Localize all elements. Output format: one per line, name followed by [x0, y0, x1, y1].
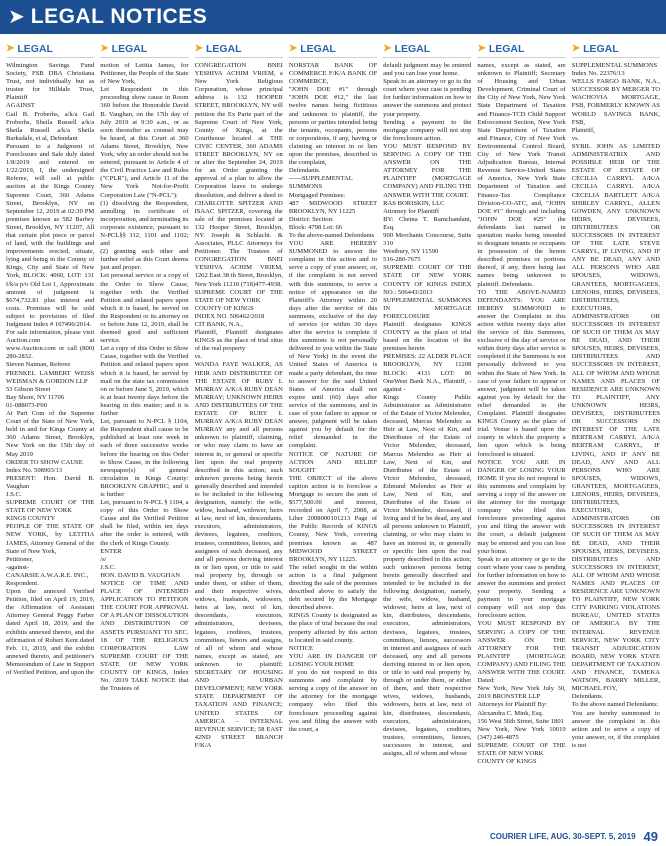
arrow-icon: ➤	[288, 43, 298, 54]
notice-column-3	[195, 40, 283, 820]
notice-column-5	[383, 40, 471, 820]
column-heading: ➤ LEGAL	[195, 40, 283, 58]
notice-column-1	[6, 40, 94, 820]
arrow-icon: ➤	[6, 43, 15, 54]
notice-text: default judgment may be entered and you can lose your home. Speak to an attorney or go to the court where your case is pending for further information on how to answer the summons and protect your property. Sending a payment to the mortgage company will not stop the foreclosure action. YOU MUST RESPOND BY SERVING A COPY OF THE ANSWER ON THE ATTORNEY FOR THE PLAINTIFF (MORTGAGE COMPANY) AND FILING THE ANSWER WITH THE COURT. RAS BORISKIN, LLC Attorney for Plaintiff BY: Chetna T. Ramchandani, Esq. 900 Merchants Concourse, Suite 310 Westbury, NY 11590 516-280-7675 SUPREME COURT OF THE STATE OF NEW YORK COUNTY OF KINGS INDEX NO.: 506443/2013 SUPPLEMENTAL SUMMONS IN MORTGAGE FORECLOSURE Plaintiff designates KINGS COUNTY as the place of trial based on the location of the premises herein PREMISES: 22 ALDER PLACE BROOKLYN, NY 11208 BLOCK: 4131 LOT: 80 OneWest Bank N.A., Plaintiff, - against - Kings County Public Administrator as Administrator of the Estate of Victor Melendez, deceased, Marcus Melendez as Heir at Law, Next of Kin, and Distributee of the Estate of Victor Melendez, deceased, Marcus Melendez as Heir at Law, Next of Kin, and Distributee of the Estate of Victor Melendez, deceased, Edmund Melendez as Heir at Law, Next of Kin, and Distributee of the Estate of Victor Melendez, deceased, if living and if he be dead, any and all persons unknown to Plaintiff, claiming, or who may claim to have an interest in, or generally or specific lien upon the real property described in this action; such unknown persons being herein generally described and intended to be included in the following designation, namely, the wife, widow, husband, widower, heirs at law, next of kin, distributees, descendants, executors, administrators, devisees, legatees, trustees, committees, lienors, successors in interest and assignees of such deceased, any and all persons deriving interest in or lien upon, or title to said real property by, through or under them, or either of them, and their respective wives, widows, husbands, widowers, heirs at law, next of kin, distributees, descendants, executors, administrators, devisees, legatees, creditors, trustees, committees, lienors, successors in interest, and assigns, all of whom and whose	[383, 62, 472, 757]
arrow-icon: ➤	[194, 43, 203, 54]
page-footer	[0, 826, 666, 846]
notice-column-6	[477, 40, 565, 820]
column-heading: ➤ LEGAL	[6, 40, 94, 58]
arrow-icon: ➤	[477, 43, 486, 54]
notice-text: motion of Letitia James, for Petitioner, the People of the State of New York, Let Respondent in this proceeding show cause in Room 369 before the Honorable David B. Vaughan, on the 17th day of July 2019 at 9:30 a.m., or as soon thereafter as counsel may be heard, at this Court at 360 Adams Street, Brooklyn, New York, why an order should not be entered, pursuant to Article 4 of the Civil Practice Law and Rules ("CPLR"), and Article 11 of the New York Not-for-Profit Corporation Law ("N-PCL"): (1) dissolving the Respondent, annulling its certificate of incorporation, and terminating its corporate existence, pursuant to N-PCL§§ 112, 1101 and 1102; and (2) granting such other and further relief as this Court deems just and proper. Let personal service or a copy of the Order to Show Cause, together with the Verified Petition and related papers upon which it is based, be served on the Respondent or its attorney on or before June 12, 2019, shall be deemed good and sufficient service. Let a copy of this Order to Show Cause, together with the Verified Petition and related papers upon which it is based, be served by mail on the state tax commission on or before June 5, 2019, which is at least twenty days before the hearing in this matter; and it is further Let, pursuant to N-PCL § 1104, the Respondent shall cause to be published at least one week in each of three successive weeks before the hearing on this Order to Show Cause, in the following newspaper(s) of general circulation in Kings County: BROOKLYN GRAPHIC; and it is further Let, pursuant to N-PCL § 1104, a copy of this Order to Show Cause and the Verified Petition shall be filed, within ten days after the order is entered, with the clerk of Kings County. ENTER /s/ J.S.C. HON. DAVID B. VAUGHAN NOTICE OF TIME AND PLACE OF INTENDED APPLICATION TO PETITION THE COURT FOR APPROVAL OF A PLAN OF DISSOLUTION AND DISTRIBUTION OF ASSETS PURSUANT TO SEC. 18 OF THE RELIGIOUS CORPORATION LAW SUPREME COURT OF THE STATE OF NEW YORK COUNTY OF KINGS, Index No. /2019 TAKE NOTICE that the Trustees of	[100, 62, 189, 693]
arrow-icon: ➤	[8, 6, 25, 28]
notice-text: Wilmington Savings Fund Society, FSB DBA Christiana Trust, not individually but as trustee for Hilldale Trust, Plaintiff AGAINST Gail B. Froberhs, a/k/a Gail Froberhs, Sheila Russell a/k/a Sheila Russell a/k/a Sheila Barksdale, et al, Defendant Pursuant to a Judgment of Foreclosure and Sale duly dated 1/8/2019 and entered on 1/22/2019, I, the undersigned Referee, will sell at public auction at the Kings County Supreme Court, 360 Adams Street, Brooklyn, NY on September 12, 2019 at 02:30 PM premises known as 582 Barbey Street, Brooklyn, NY 11207, All that certain plot piece or parcel of land, with the buildings and improvements erected, situate, lying and being in the County of Kings, City and State of New York, BLOCK: 4060, LOT: 131 f/k/a p/o Old Lot 1, Approximate amount of judgment is $674,732.81 plus interest and costs. Premises will be sold subject to provisions of filed Judgment Index # 167496/2014. For sale information, please visit Auction.com at www.Auction.com or call (800) 280-2832. Steven Naiman, Referee FRENKEL LAMBERT WEISS WEISMAN & GORDON LLP 53 Gibson Street Bay Shore, NY 11706 01-088073-F00 At Part Com of the Supreme Court of the State of New York, held in and for Kings County at 360 Adams Street, Brooklyn, New York on the 15th day of May 2019 ORDER TO SHOW CAUSE Index No. 508903/13 PRESENT: Hon. David B. Vaughan J.S.C. SUPREME COURT OF THE STATE OF NEW YORK KINGS COUNTY PEOPLE OF THE STATE OF NEW YORK, by LETITIA JAMES, Attorney General of the State of New York, Petitioner, -against- CANARSIE A.W.A.R.E. INC., Respondent. Upon the annexed Verified Petition, filed on April 19, 2019, the Affirmation of Assistant Attorney General Peggy Farber dated April 18, 2019, and the exhibits annexed thereto, and the affirmation of Robert Kent dated Feb. 11, 2019, and the exhibit annexed thereto, and petitioner's Memorandum of Law in Support of Verified Petition, and upon the	[6, 62, 95, 677]
arrow-icon: ➤	[571, 43, 581, 54]
column-heading: ➤ LEGAL	[477, 40, 565, 58]
notice-text: NORSTAR BANK OF COMMERCE F/K/A BANK OF COMMERCE, "JOHN DOE #1" through "JOHN DOE #12," the last twelve names being fictitious and unknown to plaintiff, the persons or parties intended being the tenants, occupants, persons or corporations, if any, having or claiming an interest in or lien upon the premises, described in the complaint, Defendants. ------SUPPLEMENTAL SUMMONS Mortgaged Premises: 487 MIDWOOD STREET BROOKLYN, NY 11225 District: Section: Block: 4798 Lot: 66 To the above-named Defendants YOU ARE HEREBY SUMMONED to answer the complaint in this action and to serve a copy of your answer, or, if the complaint is not served with this summons, to serve a notice of appearance on the Plaintiff's Attorney within 20 days after the service of this summons, exclusive of the day of service (or within 30 days after the service is complete if this summons is not personally delivered to you within the State of New York) in the event the United States of America is made a party defendant, the time to answer for the said United States of America shall not expire until (60) days after service of the summons; and in case of your failure to appear or answer, judgment will be taken against you by default for the relief demanded in the complaint. NOTICE OF NATURE OF ACTION AND RELIEF SOUGHT THE OBJECT of the above caption action is to foreclose a Mortgage to secure the sum of $577,500.00 and interest, recorded on April 7, 2008, at Liber 2008000101213 Page of the Public Records of KINGS County, New York, covering premises known as 487 MIDWOOD STREET BROOKLYN, NY 11225. The relief sought in the within action is a final judgment directing the sale of the premises described above to satisfy the debt secured by the Mortgage described above. KINGS County is designated as the place of trial because the real property affected by this action is located in said county. NOTICE YOU ARE IN DANGER OF LOSING YOUR HOME If you do not respond to this summons and complaint by serving a copy of the answer on the attorney for the mortgage company who filed this foreclosure proceeding against you and filing the answer with the court, a	[288, 62, 378, 733]
notice-text: CONGREGATION BNEI YESHIVA ACHIM VRIEM, a New York Religious Corporation, whose principal address is 132 HOOPER STREET, BROOKLYN, NY will petition the Ex Parte part of the Supreme Court of New York, County of Kings, at the Courthouse located at THE CIVIC CENTER, 360 ADAMS STREET BROOKLYN, NY on or after the September 24, 2019 for an Order granting the approval of a plan to allow the Corporation leave to undergo dissolution, and deliver a deed to CHARLOTTE SPITZER AND ISAAC SPITZER, covering the sale of the premises located at 132 Hooper Street, Brooklyn, NY. Joseph & Schlacht. & Associates, PLLC Attorneys for Petitioner. The Trustees of CONGREGATION BNEI YESHIVA ACHIM VRIEM, 1262 East 38 th Street, Brooklyn, New York 11210 (718)477-4938. SUPREME COURT OF THE STATE OF NEW YORK COUNTY OF KINGS INDEX NO. 506462/2018 CIT BANK, N.A., Plaintiff, Plaintiff designates KINGS as the place of trial situs of the real property vs. WANDA FAYE WALKER, AS HEIR AND DISTRIBUTEE OF THE ESTATE OF RUBY L MURRAY A/K/A RUBY DEAN MURRAY; UNKNOWN HEIRS AND DISTRIBUTEES OF THE ESTATE OF RUBY L MURRAY A/K/A RUBY DEAN MURRAY any and all persons unknown to plaintiff, claiming, or who may claim to have an interest in, or general or specific lien upon the real property described in this action; such unknown persons being herein generally described and intended to be included in the following designation, namely: the wife, widow, husband, widower, heirs at law, next of kin, descendants, executors, administrators, devisees, legatees, creditors, trustees, committees, lienors, and assignees of such deceased, any and all persons deriving interest in or lien upon, or title to said real property by, through or under them, or either of them, and their respective wives, widows, husbands, widowers, heirs at law, next of kin, descendants, executors, administrators, devisees, legatees, creditors, trustees, committees, lienors and assigns, of all of whom and whose names, except as stated, are unknown to plaintiff; SECRETARY OF HOUSING AND URBAN DEVELOPMENT; NEW YORK STATE DEPARTMENT OF TAXATION AND FINANCE; UNITED STATES OF AMERICA - INTERNAL REVENUE SERVICE; 58 EAST 42ND STREET BRANCH F/K/A	[194, 62, 283, 749]
notice-column-7	[572, 40, 660, 820]
notice-text: SUPPLEMENTAL SUMMONS Index No. 22376/13 WELLS FARGO BANK, N.A., SUCCESSOR BY MERGER TO WACHOVIA MORTGAGE, FSB, FORMERLY KNOWN AS WORLD SAVINGS BANK, FSB, Plaintiff, vs. SYBIL JOHN AS LIMITED ADMINISTRATRIX AND POSSIBLE HEIR OF THE ESTATE OF ESTATE OF CECILIA CARRYL A/K/A CECILIA CARRYL A/K/A CECELIA BARTLETT A/K/A SHIRLEY CARRYL, ALLEN GOWDEN, ANY UNKNOWN HEIRS, DEVISEES, DISTRIBUTEES OR SUCCESSORS IN INTEREST OF THE LATE STEVE CARRYL, IF LIVING, AND IF ANY BE DEAD, ANY AND ALL PERSONS WHO ARE SPOUSES, WIDOWS, GRANTEES, MORTGAGEES, LIENORS, HEIRS, DEVISEES, DISTRIBUTEES, EXECUTORS, ADMINISTRATORS OR SUCCESSORS IN INTEREST OF SUCH OF THEM AS MAY BE DEAD, AND THEIR SPOUSES, HEIRS, DEVISEES, DISTRIBUTEES AND SUCCESSORS IN INTEREST, ALL OF WHOM AND WHOSE NAMES AND PLACES OF RESIDENCE ARE UNKNOWN TO PLAINTIFF, ANY UNKNOWN HEIRS, DEVISEES, DISTRIBUTEES OR SUCCESSORS IN INTEREST OF THE LATE BERTRAM CARRYL A/K/A BERTRAM CARRYL, IF LIVING, AND IF ANY BE DEAD, ANY AND ALL PERSONS WHO ARE SPOUSES, WIDOWS, GRANTEES, MORTGAGEES, LIENORS, HEIRS, DEVISEES, DISTRIBUTEES, EXECUTORS, ADMINISTRATORS OR SUCCESSORS IN INTEREST OF SUCH OF THEM AS MAY BE DEAD, AND THEIR SPOUSES, HEIRS, DEVISEES, DISTRIBUTEES AND SUCCESSORS IN INTEREST, ALL OF WHOM AND WHOSE NAMES AND PLACES OF RESIDENCE ARE UNKNOWN TO PLAINTIFF, NEW YORK CITY PARKING VIOLATIONS BUREAU, UNITED STATES OF AMERICA BY THE INTERNAL REVENUE SERVICE, NEW YORK CITY TRANSIT ADJUDICATION BOARD, NEW YORK STATE DEPARTMENT OF TAXATION AND FINANCE, TAMEKA WATSON, BARRY MILLER, MICHAEL FOY, Defendants. To the above named Defendants: You are hereby summoned to answer the complaint in this action and to serve a copy of your answer, or, if the complaint is not	[571, 62, 660, 749]
section-title: LEGAL NOTICES	[30, 5, 208, 28]
arrow-icon: ➤	[100, 43, 109, 54]
column-heading: ➤ LEGAL	[572, 40, 660, 58]
page-number: 49	[643, 828, 658, 844]
column-heading: ➤ LEGAL	[383, 40, 471, 58]
notice-text: names, except as stated, are unknown to Plaintiff; Secretary of Housing and Urban Development, Criminal Court of the City of New York, New York State Department of Taxation and Finance-TCD Child Support Enforcement Section, New York State Department of Taxation and Finance, City of New York Environmental Control Board, City of New York Transit Adjudication Bureau, Internal Revenue Service-United States of America, New York State Department of Taxation and Finance-Tax Compliance Division-CO-ATC, and, "JOHN DOE #1" through and including "JOHN DOE #25" the defendants last named in quotation marks being intended to designate tenants or occupants in possession of the herein described premises or portions thereof, if any, there being last names being unknown to plaintiff. Defendants. TO THE ABOVE-NAMED DEFENDANTS: YOU ARE HEREBY SUMMONED to answer the Complaint in this action within twenty days after the service of this Summons, exclusive of the day of service or within thirty days after service is completed if the Summons is not personally delivered to you within the State of New York. In case of your failure to appear or answer, judgment will be taken against you by default for the relief demanded in the Complaint. Plaintiff designates KINGS County as the place of trial. Venue is based upon the county in which the property a lien upon which is being foreclosed is situated. NOTICE YOU ARE IN DANGER OF LOSING YOUR HOME If you do not respond to this summons and complaint by serving a copy of the answer on the attorney for the mortgage company who filed this foreclosure proceeding against you and filing the answer with the court, a default judgment may be entered and you can lose your home. Speak to an attorney or go to the court where your case is pending for further information on how to answer the summons and protect your property. Sending a payment to your mortgage company will not stop this foreclosure action. YOU MUST RESPOND BY SERVING A COPY OF THE ANSWER ON THE ATTORNEY FOR THE PLAINTIFF (MORTGAGE COMPANY) AND FILING THE ANSWER WITH THE COURT. Dated: New York, New York July 30, 2019 BRONSTER LLP Attorneys for Plaintiff By: Alexandra C. Mink, Esq. 156 West 56th Street, Suite 1801 New York, New York 10019 (347) 246-4875 SUPREME COURT OF THE STATE OF NEW YORK COUNTY OF KINGS	[477, 62, 566, 766]
column-heading: ➤ LEGAL	[289, 40, 377, 58]
arrow-icon: ➤	[383, 43, 392, 54]
notices-columns	[6, 40, 660, 820]
issue-line: COURIER LIFE, AUG. 30-SEPT. 5, 2019	[490, 831, 636, 841]
section-banner	[0, 0, 666, 34]
column-heading: ➤ LEGAL	[100, 40, 188, 58]
notice-column-2	[100, 40, 188, 820]
notice-column-4	[289, 40, 377, 820]
